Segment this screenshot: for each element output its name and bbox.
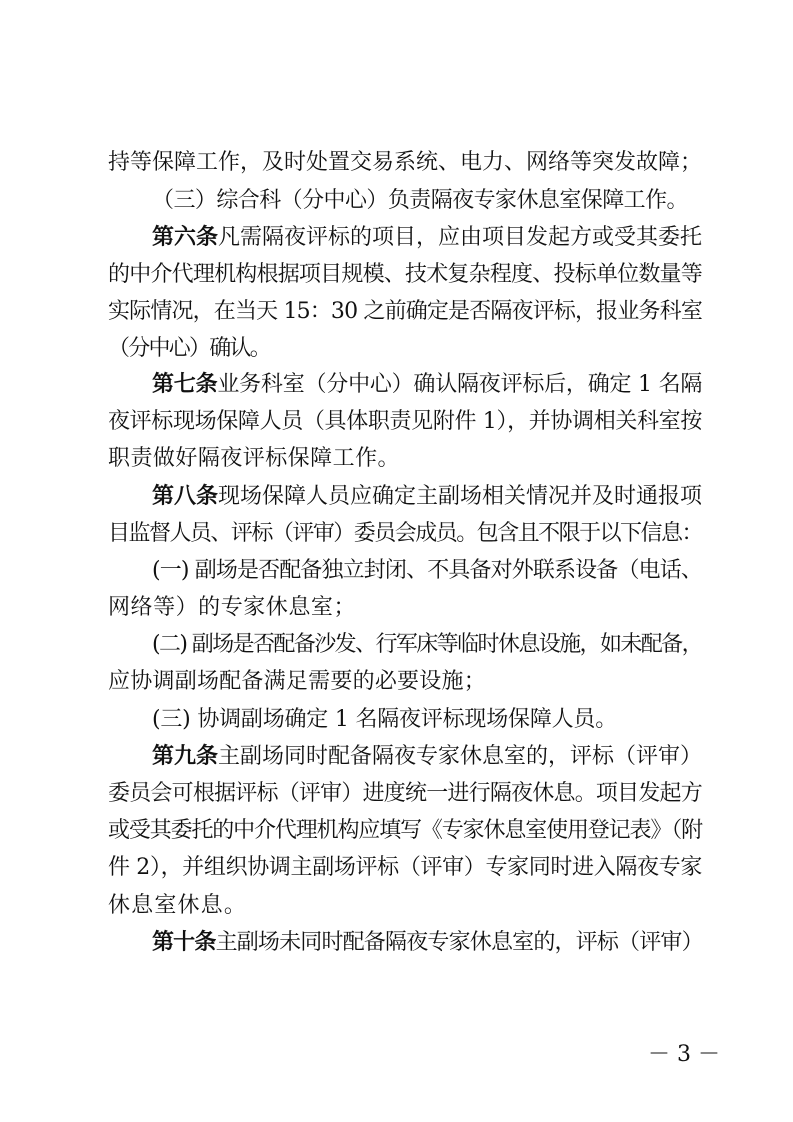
line-10	[0, 479, 793, 515]
article-heading: 第六条	[152, 225, 218, 250]
text-run: 的中介代理机构根据项目规模、技术复杂程度、投标单位数量等	[108, 262, 702, 287]
text-run: 或受其委托的中介代理机构应填写《专家休息室使用登记表》（附	[108, 818, 702, 843]
line-8	[0, 404, 793, 440]
text-run: 应协调副场配备满足需要的必要设施；	[108, 669, 486, 694]
line-14	[0, 627, 793, 663]
text-run: 主副场未同时配备隔夜专家休息室的，评标（评审）	[215, 930, 703, 955]
text-run: （三）综合科（分中心）负责隔夜专家休息室保障工作。	[152, 188, 688, 213]
article-heading: 第七条	[152, 372, 218, 397]
text-run: 凡需隔夜评标的项目，应由项目发起方或受其委托	[218, 225, 702, 250]
text-run: 夜评标现场保障人员（具体职责见附件 1），并协调相关科室按	[108, 409, 702, 434]
line-11	[0, 516, 793, 552]
line-7	[0, 367, 793, 403]
text-run: 现场保障人员应确定主副场相关情况并及时通报项	[218, 484, 702, 509]
line-3	[0, 220, 793, 256]
line-2	[0, 183, 793, 219]
article-heading: 第八条	[152, 484, 218, 509]
article-heading: 第九条	[152, 744, 218, 769]
line-16	[0, 702, 793, 738]
text-run: 实际情况，在当天 15：30 之前确定是否隔夜评标，报业务科室	[108, 299, 702, 324]
line-17	[0, 739, 793, 775]
text-run: 业务科室（分中心）确认隔夜评标后，确定 1 名隔	[217, 372, 703, 397]
text-run: (二) 副场是否配备沙发、行军床等临时休息设施，如未配备，	[152, 632, 702, 657]
text-run: 休息室休息。	[108, 893, 247, 918]
text-run: 委员会可根据评标（评审）进度统一进行隔夜休息。项目发起方	[108, 781, 702, 806]
text-run: （分中心）确认。	[108, 336, 270, 361]
text-run: 件 2），并组织协调主副场评标（评审）专家同时进入隔夜专家	[108, 855, 702, 880]
line-1	[0, 145, 793, 181]
line-4	[0, 257, 793, 293]
page-number: － 3 －	[648, 1042, 720, 1067]
line-22	[0, 925, 793, 961]
line-12	[0, 553, 793, 589]
article-heading: 第十条	[152, 930, 216, 955]
line-21	[0, 888, 793, 924]
line-19	[0, 813, 793, 849]
text-run: 目监督人员、评标（评审）委员会成员。包含且不限于以下信息：	[108, 521, 702, 546]
text-run: (一) 副场是否配备独立封闭、不具备对外联系设备（电话、	[152, 558, 702, 583]
line-6	[0, 331, 793, 367]
line-9	[0, 441, 793, 477]
line-18	[0, 776, 793, 812]
text-run: (三) 协调副场确定 1 名隔夜评标现场保障人员。	[152, 707, 617, 732]
text-run: 持等保障工作，及时处置交易系统、电力、网络等突发故障；	[108, 150, 702, 175]
text-run: 主副场同时配备隔夜专家休息室的，评标（评审）	[218, 744, 702, 769]
line-13	[0, 590, 793, 626]
line-15	[0, 664, 793, 700]
text-run: 职责做好隔夜评标保障工作。	[108, 446, 400, 471]
line-5	[0, 294, 793, 330]
line-20	[0, 850, 793, 886]
text-run: 网络等）的专家休息室；	[108, 595, 356, 620]
